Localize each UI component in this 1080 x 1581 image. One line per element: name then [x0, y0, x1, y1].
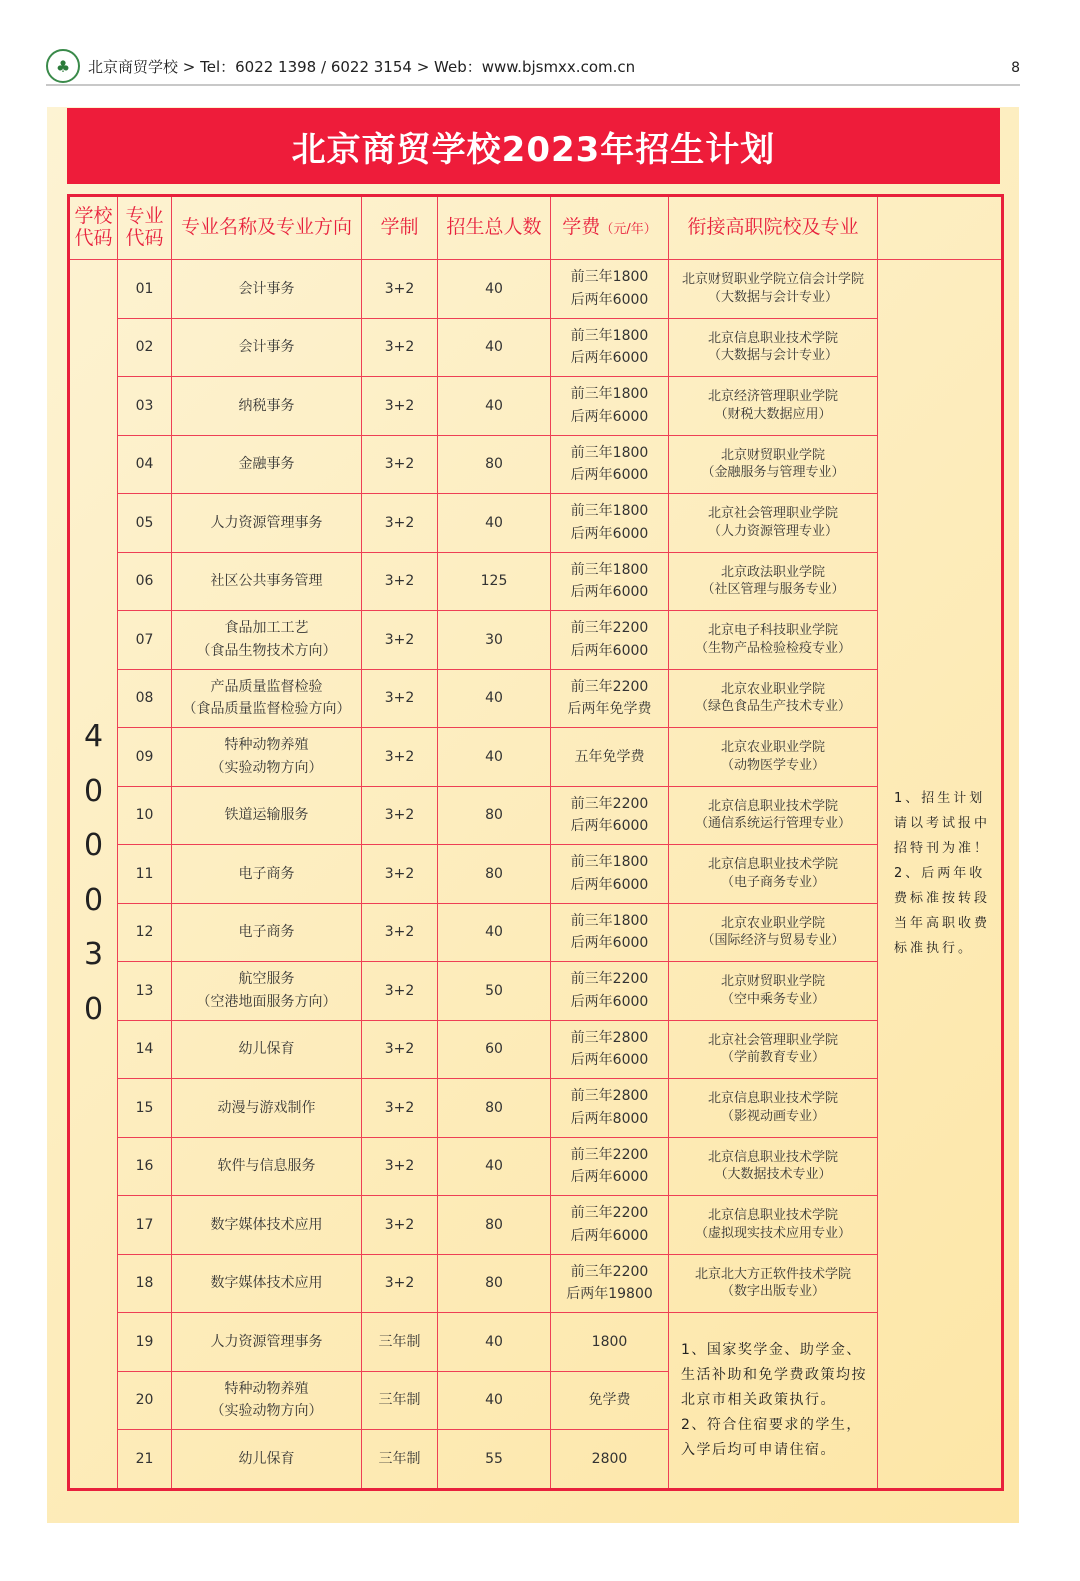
major-code: 18	[118, 1254, 172, 1313]
enrollment-count: 80	[438, 845, 551, 904]
major-code: 20	[118, 1371, 172, 1430]
system: 3+2	[362, 318, 438, 377]
linked-college: 北京财贸职业学院 （空中乘务专业）	[669, 962, 878, 1021]
enrollment-count: 80	[438, 435, 551, 494]
table-row	[69, 260, 1003, 319]
major-code: 17	[118, 1196, 172, 1255]
table-row	[69, 318, 1003, 377]
major-name: 数字媒体技术应用	[172, 1254, 362, 1313]
linked-college: 北京电子科技职业学院 （生物产品检验检疫专业）	[669, 611, 878, 670]
system: 三年制	[362, 1313, 438, 1372]
system: 3+2	[362, 786, 438, 845]
enrollment-count: 80	[438, 786, 551, 845]
table-row	[69, 377, 1003, 436]
major-code: 14	[118, 1020, 172, 1079]
major-name: 社区公共事务管理	[172, 552, 362, 611]
system: 3+2	[362, 611, 438, 670]
tuition: 前三年1800 后两年6000	[551, 903, 669, 962]
tuition: 前三年2200 后两年6000	[551, 1196, 669, 1255]
table-row	[69, 1020, 1003, 1079]
table-row	[69, 552, 1003, 611]
linked-college: 北京信息职业技术学院 （大数据与会计专业）	[669, 318, 878, 377]
tuition: 前三年2800 后两年8000	[551, 1079, 669, 1138]
enrollment-count: 50	[438, 962, 551, 1021]
policy-note: 1、国家奖学金、助学金、生活补助和免学费政策均按北京市相关政策执行。 2、符合住宿要求的学生，入学后均可申请住宿。	[669, 1313, 878, 1490]
enrollment-count: 40	[438, 1371, 551, 1430]
enrollment-count: 80	[438, 1079, 551, 1138]
linked-college: 北京经济管理职业学院 （财税大数据应用）	[669, 377, 878, 436]
enrollment-count: 40	[438, 318, 551, 377]
major-code: 09	[118, 728, 172, 787]
table-row	[69, 786, 1003, 845]
tuition: 前三年2200 后两年19800	[551, 1254, 669, 1313]
major-name: 数字媒体技术应用	[172, 1196, 362, 1255]
system: 3+2	[362, 1079, 438, 1138]
major-code: 16	[118, 1137, 172, 1196]
major-code: 13	[118, 962, 172, 1021]
linked-college: 北京信息职业技术学院 （虚拟现实技术应用专业）	[669, 1196, 878, 1255]
major-name: 动漫与游戏制作	[172, 1079, 362, 1138]
major-code: 07	[118, 611, 172, 670]
linked-college: 北京财贸职业学院立信会计学院 （大数据与会计专业）	[669, 260, 878, 319]
plan-note: 1、招生计划请以考试报中招特刊为准！ 2、后两年收费标准按转段当年高职收费标准执行。	[878, 260, 1003, 1490]
col-school-code: 学校代码	[69, 196, 118, 260]
major-name: 人力资源管理事务	[172, 1313, 362, 1372]
major-code: 05	[118, 494, 172, 553]
table-row	[69, 1254, 1003, 1313]
system: 三年制	[362, 1371, 438, 1430]
table-row	[69, 669, 1003, 728]
system: 三年制	[362, 1430, 438, 1490]
enrollment-count: 40	[438, 728, 551, 787]
linked-college: 北京北大方正软件技术学院 （数字出版专业）	[669, 1254, 878, 1313]
major-name: 特种动物养殖 （实验动物方向）	[172, 1371, 362, 1430]
enrollment-count: 40	[438, 377, 551, 436]
tuition: 五年免学费	[551, 728, 669, 787]
system: 3+2	[362, 845, 438, 904]
major-code: 21	[118, 1430, 172, 1490]
major-name: 特种动物养殖 （实验动物方向）	[172, 728, 362, 787]
table-header-row	[69, 196, 1003, 260]
tuition: 前三年2200 后两年免学费	[551, 669, 669, 728]
major-code: 19	[118, 1313, 172, 1372]
major-name: 会计事务	[172, 318, 362, 377]
enrollment-count: 40	[438, 669, 551, 728]
linked-college: 北京财贸职业学院 （金融服务与管理专业）	[669, 435, 878, 494]
system: 3+2	[362, 552, 438, 611]
major-name: 软件与信息服务	[172, 1137, 362, 1196]
enrollment-count: 40	[438, 494, 551, 553]
major-name: 食品加工工艺 （食品生物技术方向）	[172, 611, 362, 670]
page-header	[46, 48, 1020, 86]
major-name: 金融事务	[172, 435, 362, 494]
table-row	[69, 728, 1003, 787]
major-name: 铁道运输服务	[172, 786, 362, 845]
tuition: 前三年2200 后两年6000	[551, 611, 669, 670]
system: 3+2	[362, 669, 438, 728]
major-code: 08	[118, 669, 172, 728]
major-code: 01	[118, 260, 172, 319]
school-code-cell: 4 0 0 0 3 0	[69, 260, 118, 1490]
major-code: 12	[118, 903, 172, 962]
col-linked-college: 衔接高职院校及专业	[669, 196, 878, 260]
table-row	[69, 845, 1003, 904]
system: 3+2	[362, 1254, 438, 1313]
tuition: 前三年2200 后两年6000	[551, 786, 669, 845]
linked-college: 北京社会管理职业学院 （学前教育专业）	[669, 1020, 878, 1079]
table-row	[69, 435, 1003, 494]
enrollment-count: 40	[438, 1313, 551, 1372]
major-name: 纳税事务	[172, 377, 362, 436]
major-code: 10	[118, 786, 172, 845]
page-title: 北京商贸学校2023年招生计划	[67, 108, 1000, 184]
enrollment-count: 55	[438, 1430, 551, 1490]
system: 3+2	[362, 494, 438, 553]
system: 3+2	[362, 435, 438, 494]
table-row	[69, 1137, 1003, 1196]
enrollment-count: 60	[438, 1020, 551, 1079]
table-row	[69, 1079, 1003, 1138]
table-row	[69, 903, 1003, 962]
major-name: 会计事务	[172, 260, 362, 319]
major-name: 电子商务	[172, 903, 362, 962]
tuition: 前三年1800 后两年6000	[551, 552, 669, 611]
tuition: 前三年1800 后两年6000	[551, 260, 669, 319]
table-row	[69, 611, 1003, 670]
major-code: 04	[118, 435, 172, 494]
col-major-name: 专业名称及专业方向	[172, 196, 362, 260]
enrollment-table	[67, 194, 1004, 1491]
tuition: 前三年1800 后两年6000	[551, 377, 669, 436]
major-code: 06	[118, 552, 172, 611]
linked-college: 北京政法职业学院 （社区管理与服务专业）	[669, 552, 878, 611]
table-row	[69, 962, 1003, 1021]
system: 3+2	[362, 903, 438, 962]
major-name: 人力资源管理事务	[172, 494, 362, 553]
tuition: 前三年1800 后两年6000	[551, 435, 669, 494]
linked-college: 北京信息职业技术学院 （大数据技术专业）	[669, 1137, 878, 1196]
tuition: 前三年2200 后两年6000	[551, 962, 669, 1021]
major-name: 产品质量监督检验 （食品质量监督检验方向）	[172, 669, 362, 728]
major-code: 15	[118, 1079, 172, 1138]
col-tuition: 学费（元/年）	[551, 196, 669, 260]
enrollment-count: 80	[438, 1196, 551, 1255]
system: 3+2	[362, 728, 438, 787]
linked-college: 北京农业职业学院 （国际经济与贸易专业）	[669, 903, 878, 962]
system: 3+2	[362, 377, 438, 436]
col-enrollment: 招生总人数	[438, 196, 551, 260]
major-code: 02	[118, 318, 172, 377]
linked-college: 北京信息职业技术学院 （电子商务专业）	[669, 845, 878, 904]
tuition: 前三年1800 后两年6000	[551, 494, 669, 553]
page-number: 8	[1011, 60, 1020, 76]
major-name: 电子商务	[172, 845, 362, 904]
system: 3+2	[362, 1020, 438, 1079]
system: 3+2	[362, 1137, 438, 1196]
major-code: 11	[118, 845, 172, 904]
enrollment-count: 125	[438, 552, 551, 611]
system: 3+2	[362, 1196, 438, 1255]
col-major-code: 专业代码	[118, 196, 172, 260]
col-system: 学制	[362, 196, 438, 260]
school-logo-icon: ♣	[46, 49, 80, 83]
linked-college: 北京农业职业学院 （动物医学专业）	[669, 728, 878, 787]
enrollment-count: 40	[438, 260, 551, 319]
linked-college: 北京社会管理职业学院 （人力资源管理专业）	[669, 494, 878, 553]
tuition: 前三年1800 后两年6000	[551, 318, 669, 377]
system: 3+2	[362, 962, 438, 1021]
tuition: 免学费	[551, 1371, 669, 1430]
major-name: 幼儿保育	[172, 1020, 362, 1079]
tuition: 前三年1800 后两年6000	[551, 845, 669, 904]
tuition: 1800	[551, 1313, 669, 1372]
enrollment-count: 80	[438, 1254, 551, 1313]
major-name: 幼儿保育	[172, 1430, 362, 1490]
major-name: 航空服务 （空港地面服务方向）	[172, 962, 362, 1021]
table-row	[69, 1313, 1003, 1372]
linked-college: 北京农业职业学院 （绿色食品生产技术专业）	[669, 669, 878, 728]
tuition: 前三年2800 后两年6000	[551, 1020, 669, 1079]
tuition: 前三年2200 后两年6000	[551, 1137, 669, 1196]
enrollment-count: 40	[438, 1137, 551, 1196]
col-notes	[878, 196, 1003, 260]
table-row	[69, 1196, 1003, 1255]
header-text: 北京商贸学校 > Tel：6022 1398 / 6022 3154 > Web：www.bjsmxx.com.cn	[88, 57, 636, 76]
tuition: 2800	[551, 1430, 669, 1490]
enrollment-count: 30	[438, 611, 551, 670]
system: 3+2	[362, 260, 438, 319]
major-code: 03	[118, 377, 172, 436]
linked-college: 北京信息职业技术学院 （通信系统运行管理专业）	[669, 786, 878, 845]
enrollment-count: 40	[438, 903, 551, 962]
linked-college: 北京信息职业技术学院 （影视动画专业）	[669, 1079, 878, 1138]
table-row	[69, 494, 1003, 553]
